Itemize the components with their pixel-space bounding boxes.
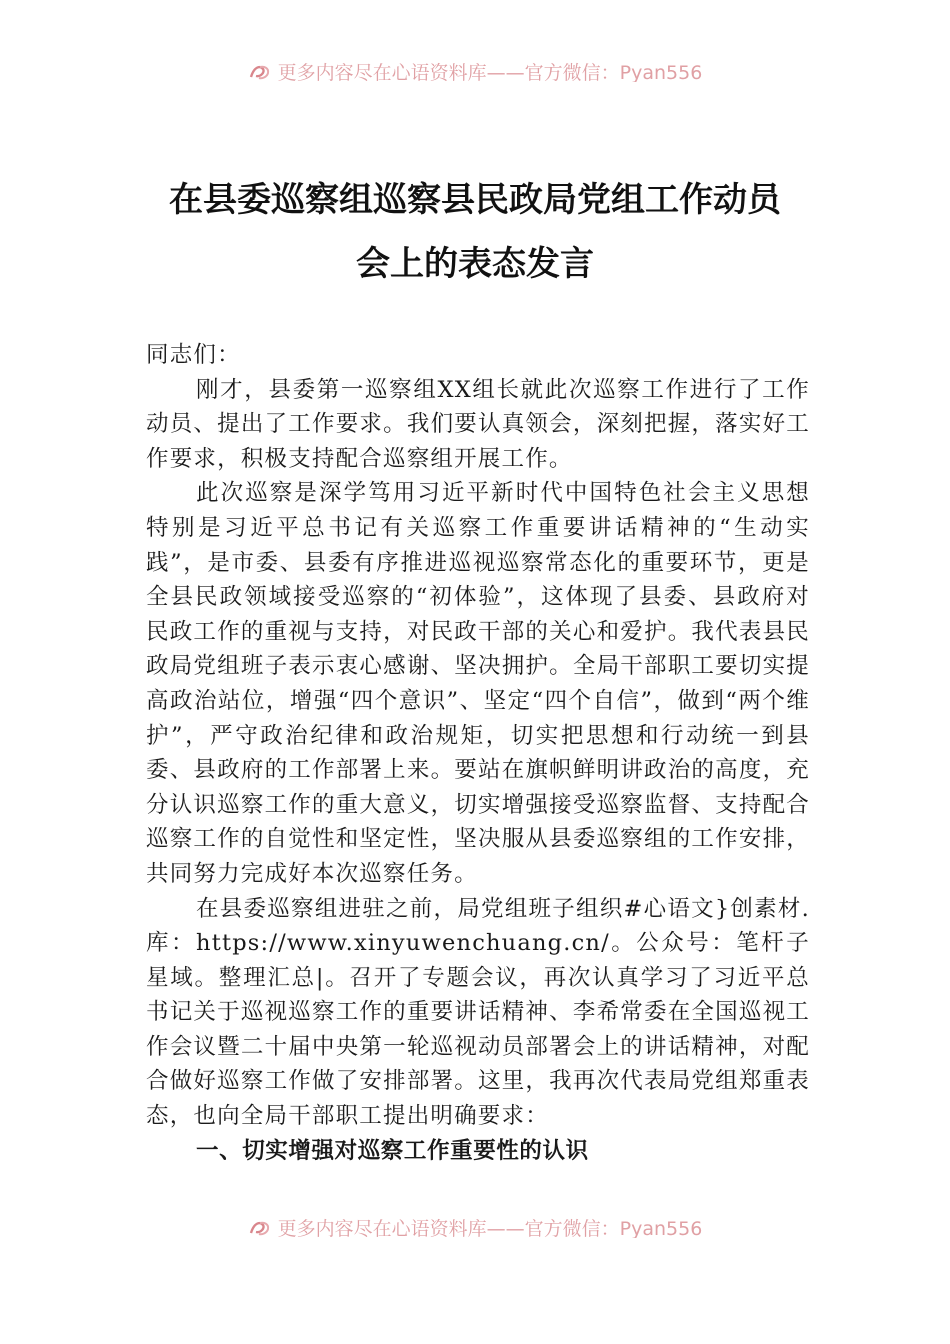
paragraph-1: 刚才，县委第一巡察组XX组长就此次巡察工作进行了工作动员、提出了工作要求。我们要认真领会，深刻把握，落实好工作要求，积极支持配合巡察组开展工作。 [146,376,810,472]
title-line-2: 会上的表态发言 [356,244,594,284]
watermark-text: 更多内容尽在心语资料库——官方微信：Pyan556 [277,1218,703,1238]
document-body [146,338,810,1168]
salutation: 同志们： [146,342,241,368]
watermark-top [0,58,950,82]
paragraph-3: 在县委巡察组进驻之前，局党组班子组织#心语文}创素材.库：https://www.xinyuwenchuang.cn/。公众号：笔杆子星域。整理汇总|。召开了专题会议，再次认真学习了习近平总书记关于巡视巡察工作的重要讲话精神、李希常委在全国巡视工作会议暨二十届中央第一轮巡视动员部署会上的讲话精神，对配合做好巡察工作做了安排部署。这里，我再次代表局党组郑重表态，也向全局干部职工提出明确要求： [146,895,810,1130]
watermark-logo-icon [248,1219,272,1237]
section-heading-1: 一、切实增强对巡察工作重要性的认识 [196,1137,589,1164]
paragraph-2: 此次巡察是深学笃用习近平新时代中国特色社会主义思想特别是习近平总书记有关巡察工作重要讲话精神的“生动实践”，是市委、县委有序推进巡视巡察常态化的重要环节，更是全县民政领域接受巡察的“初体验”，这体现了县委、县政府对民政工作的重视与支持，对民政干部的关心和爱护。我代表县民政局党组班子表示衷心感谢、坚决拥护。全局干部职工要切实提高政治站位，增强“四个意识”、坚定“四个自信”，做到“两个维护”，严守政治纪律和政治规矩，切实把思想和行动统一到县委、县政府的工作部署上来。要站在旗帜鲜明讲政治的高度，充分认识巡察工作的重大意义，切实增强接受巡察监督、支持配合巡察工作的自觉性和坚定性，坚决服从县委巡察组的工作安排，共同努力完成好本次巡察任务。 [146,480,810,887]
document-title [100,168,850,296]
watermark-bottom [0,1214,950,1238]
watermark-logo-icon [248,63,272,81]
watermark-text: 更多内容尽在心语资料库——官方微信：Pyan556 [277,62,703,82]
title-line-1: 在县委巡察组巡察县民政局党组工作动员 [169,180,781,220]
